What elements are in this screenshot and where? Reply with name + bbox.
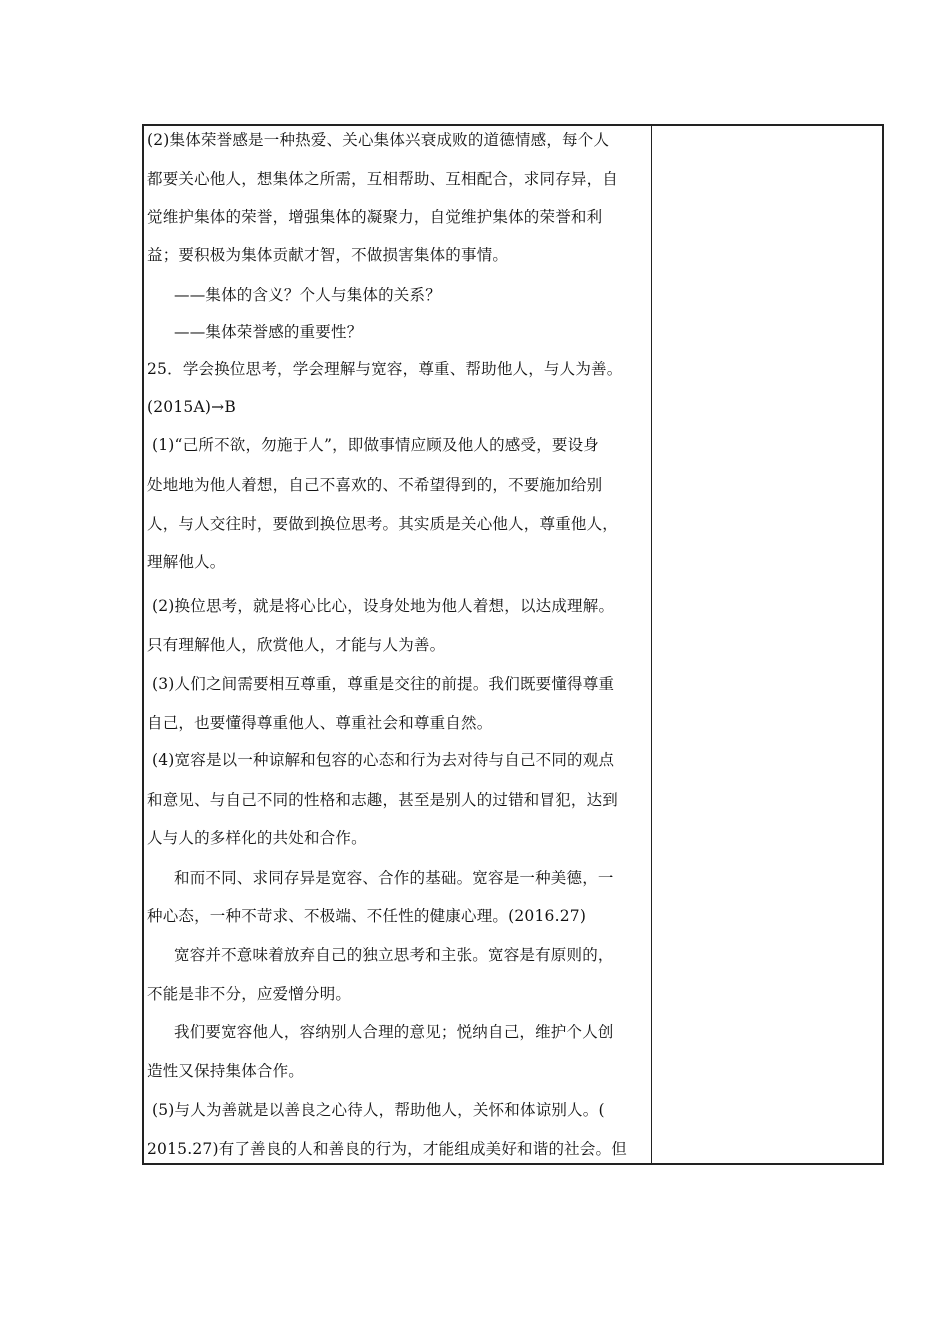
text-line: 2015.27)有了善良的人和善良的行为，才能组成美好和谐的社会。但	[147, 1140, 627, 1158]
text-line: (3)人们之间需要相互尊重，尊重是交往的前提。我们既要懂得尊重	[152, 675, 615, 693]
text-line: (5)与人为善就是以善良之心待人，帮助他人，关怀和体谅别人。(	[152, 1101, 605, 1119]
text-line: 益；要积极为集体贡献才智，不做损害集体的事情。	[147, 246, 509, 264]
text-line: 只有理解他人，欣赏他人，才能与人为善。	[147, 636, 446, 654]
text-line: 觉维护集体的荣誉，增强集体的凝聚力，自觉维护集体的荣誉和利	[147, 208, 603, 226]
text-line: 处地地为他人着想，自己不喜欢的、不希望得到的，不要施加给别	[147, 476, 603, 494]
text-line: (1)“己所不欲，勿施于人”，即做事情应顾及他人的感受，要设身	[152, 436, 600, 454]
text-line: (2)换位思考，就是将心比心，设身处地为他人着想，以达成理解。	[152, 597, 615, 615]
text-line: 理解他人。	[147, 553, 226, 571]
question-line: ——集体的含义？个人与集体的关系？	[174, 286, 441, 304]
section-heading: 25．学会换位思考，学会理解与宽容，尊重、帮助他人，与人为善。	[147, 360, 623, 378]
text-line: 和而不同、求同存异是宽容、合作的基础。宽容是一种美德，一	[174, 869, 614, 887]
text-line: 自己，也要懂得尊重他人、尊重社会和尊重自然。	[147, 714, 493, 732]
text-line: 和意见、与自己不同的性格和志趣，甚至是别人的过错和冒犯，达到	[147, 791, 619, 809]
text-line: 都要关心他人，想集体之所需，互相帮助、互相配合，求同存异，自	[147, 170, 619, 188]
question-line: ——集体荣誉感的重要性？	[174, 323, 363, 341]
text-line: 不能是非不分，应爱憎分明。	[147, 985, 352, 1003]
blank-cell	[652, 126, 882, 1163]
text-line: (4)宽容是以一种谅解和包容的心态和行为去对待与自己不同的观点	[152, 751, 615, 769]
section-ref: (2015A)→B	[147, 398, 236, 416]
text-line: 造性又保持集体合作。	[147, 1062, 305, 1080]
text-line: 种心态，一种不苛求、不极端、不任性的健康心理。(2016.27)	[147, 907, 587, 925]
text-line: 宽容并不意味着放弃自己的独立思考和主张。宽容是有原则的，	[174, 946, 614, 964]
text-line: 我们要宽容他人，容纳别人合理的意见；悦纳自己，维护个人创	[174, 1023, 614, 1041]
content-table	[142, 124, 884, 1165]
text-line: (2)集体荣誉感是一种热爱、关心集体兴衰成败的道德情感，每个人	[147, 131, 610, 149]
notes-cell	[144, 126, 651, 1163]
text-line: 人与人的多样化的共处和合作。	[147, 829, 367, 847]
text-line: 人，与人交往时，要做到换位思考。其实质是关心他人，尊重他人，	[147, 515, 619, 533]
